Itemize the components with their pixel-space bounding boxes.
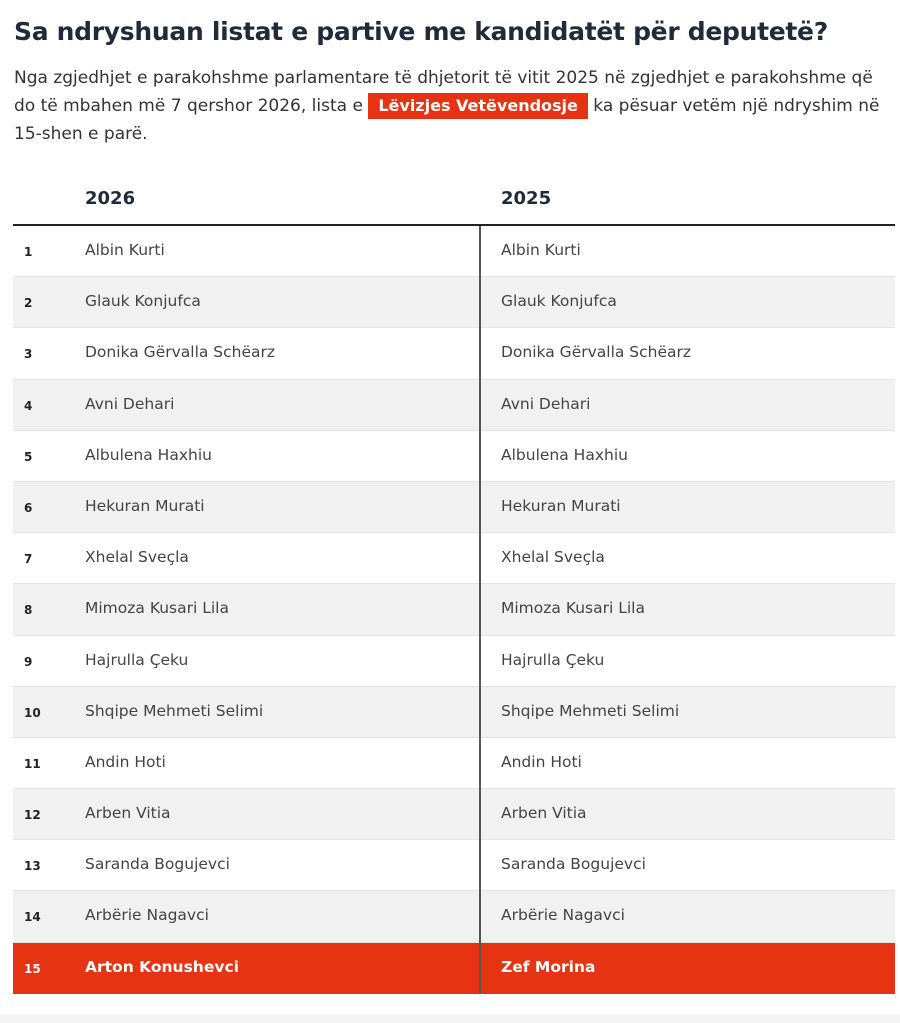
candidate-2026: Arton Konushevci: [85, 957, 239, 976]
row-rank: 12: [24, 808, 41, 823]
candidate-2025: Hajrulla Çeku: [501, 650, 605, 669]
candidate-2026: Avni Dehari: [85, 394, 175, 413]
candidate-2025: Zef Morina: [501, 957, 596, 976]
table-body: [13, 226, 895, 994]
candidate-2025: Donika Gërvalla Schëarz: [501, 343, 692, 362]
row-rank: 8: [24, 603, 33, 618]
candidate-2026: Arben Vitia: [85, 804, 171, 823]
table-row: [13, 840, 895, 891]
table-row: [13, 943, 895, 994]
row-rank: 1: [24, 245, 33, 259]
candidate-2026: Albulena Haxhiu: [85, 445, 212, 464]
intro-text: [14, 64, 890, 148]
column-divider: [479, 226, 481, 994]
table-row: [13, 328, 895, 379]
row-rank: 13: [24, 859, 41, 874]
row-rank: 7: [24, 552, 33, 567]
candidate-2026: Albin Kurti: [85, 241, 165, 259]
row-rank: 15: [24, 961, 41, 976]
table-row: [13, 636, 895, 687]
candidate-2025: Albin Kurti: [501, 241, 581, 259]
candidate-2025: Mimoza Kusari Lila: [501, 599, 645, 618]
table-row: [13, 482, 895, 533]
column-header-2025: 2025: [501, 188, 552, 209]
table-row: [13, 380, 895, 431]
candidate-2026: Donika Gërvalla Schëarz: [85, 343, 276, 362]
candidate-2025: Saranda Bogujevci: [501, 855, 646, 874]
intro-after: ka pësuar vetëm një ndryshim në 15-shen e parë.: [14, 96, 880, 144]
candidate-2025: Arbërie Nagavci: [501, 906, 625, 925]
candidate-2026: Hekuran Murati: [85, 496, 205, 515]
candidate-2025: Glauk Konjufca: [501, 292, 617, 311]
row-rank: 10: [24, 705, 41, 720]
row-rank: 4: [24, 398, 33, 413]
page-title: Sa ndryshuan listat e partive me kandidatët për deputetë?: [14, 17, 828, 46]
row-rank: 9: [24, 654, 33, 669]
table-row: [13, 789, 895, 840]
candidate-2026: Glauk Konjufca: [85, 292, 201, 311]
candidate-2026: Shqipe Mehmeti Selimi: [85, 701, 264, 720]
table-row: [13, 891, 895, 942]
table-row: [13, 584, 895, 635]
candidate-2025: Xhelal Sveçla: [501, 548, 605, 567]
candidate-2025: Arben Vitia: [501, 804, 587, 823]
candidate-2025: Hekuran Murati: [501, 496, 621, 515]
candidate-2026: Hajrulla Çeku: [85, 650, 189, 669]
table-header: [13, 174, 895, 226]
candidate-2026: Andin Hoti: [85, 752, 166, 771]
candidate-table: [13, 174, 895, 994]
row-rank: 11: [24, 756, 41, 771]
candidate-2026: Arbërie Nagavci: [85, 906, 209, 925]
row-rank: 3: [24, 347, 33, 362]
candidate-2026: Xhelal Sveçla: [85, 548, 189, 567]
column-header-2026: 2026: [85, 188, 136, 209]
row-rank: 2: [24, 296, 33, 311]
row-rank: 14: [24, 910, 41, 925]
party-highlight-badge: Lëvizjes Vetëvendosje: [368, 93, 588, 119]
table-row: [13, 738, 895, 789]
table-row: [13, 687, 895, 738]
intro-before: Nga zgjedhjet e parakohshme parlamentare të dhjetorit të vitit 2025 në zgjedhjet e parakohshme që do të mbahen më 7 qershor 2026, lista e: [14, 68, 873, 116]
candidate-2025: Avni Dehari: [501, 394, 591, 413]
row-rank: 6: [24, 500, 33, 515]
candidate-2025: Andin Hoti: [501, 752, 582, 771]
candidate-2025: Albulena Haxhiu: [501, 445, 628, 464]
row-rank: 5: [24, 449, 33, 464]
candidate-2026: Saranda Bogujevci: [85, 855, 230, 874]
table-row: [13, 226, 895, 277]
candidate-2025: Shqipe Mehmeti Selimi: [501, 701, 680, 720]
table-row: [13, 533, 895, 584]
table-row: [13, 431, 895, 482]
table-row: [13, 277, 895, 328]
candidate-2026: Mimoza Kusari Lila: [85, 599, 229, 618]
footer-band: [0, 1014, 900, 1023]
